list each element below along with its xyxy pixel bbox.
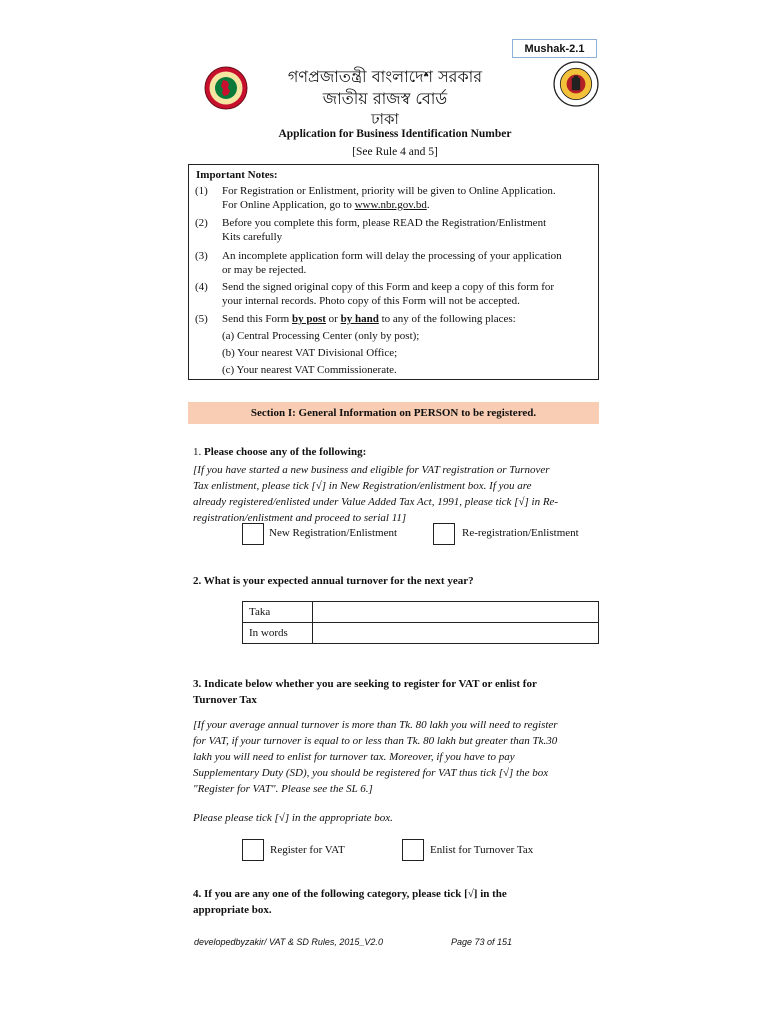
register-vat-label: Register for VAT xyxy=(270,844,345,856)
note-number: (2) xyxy=(195,217,208,229)
note-text: Before you complete this form, please READ the Registration/Enlistment xyxy=(222,217,547,229)
section-1-header: Section I: General Information on PERSON to be registered. xyxy=(188,402,599,424)
by-hand-text: by hand xyxy=(340,313,379,325)
question-text: Please choose any of the following: xyxy=(204,446,367,458)
new-registration-checkbox[interactable] xyxy=(242,523,264,545)
question-text: Turnover Tax xyxy=(193,694,257,706)
taka-label: Taka xyxy=(243,602,313,623)
city-name: ঢাকা xyxy=(371,110,399,128)
form-code-box: Mushak-2.1 xyxy=(512,39,597,58)
question-2-label: 2. What is your expected annual turnover for the next year? xyxy=(193,575,474,587)
footer-developer: developedbyzakir/ VAT & SD Rules, 2015_V2.0 xyxy=(194,937,383,947)
form-title: Application for Business Identification Number xyxy=(278,128,512,140)
table-row xyxy=(243,623,599,644)
note-text: Send this Form xyxy=(222,313,292,325)
hint-line: for VAT, if your turnover is equal to or less than Tk. 80 lakh but greater than Tk.30 xyxy=(193,735,558,747)
table-row xyxy=(243,602,599,623)
note-text: or may be rejected. xyxy=(222,264,307,276)
note-text: . xyxy=(426,199,430,211)
question-text: appropriate box. xyxy=(193,904,272,916)
question-1-hint xyxy=(193,462,593,526)
hint-line: [If you have started a new business and eligible for VAT registration or Turnover xyxy=(193,464,550,476)
re-registration-label: Re-registration/Enlistment xyxy=(462,527,579,539)
notes-header: Important Notes: xyxy=(196,169,278,181)
note-text: or xyxy=(325,313,341,325)
question-3-label xyxy=(193,676,537,708)
register-vat-checkbox[interactable] xyxy=(242,839,264,861)
hint-line: "Register for VAT". Please see the SL 6.] xyxy=(193,783,373,795)
nbr-website-link[interactable]: www.nbr.gov.bd xyxy=(354,199,427,211)
hint-line: Tax enlistment, please tick [√] in New Registration/enlistment box. If you are xyxy=(193,480,532,492)
note-number: (1) xyxy=(195,185,208,197)
by-post-text: by post xyxy=(291,313,326,325)
board-name: জাতীয় রাজস্ব বোর্ড xyxy=(322,89,448,108)
note-number: (3) xyxy=(195,250,208,262)
enlist-turnover-label: Enlist for Turnover Tax xyxy=(430,844,534,856)
enlist-turnover-checkbox[interactable] xyxy=(402,839,424,861)
question-3-hint xyxy=(193,717,593,797)
rule-reference: [See Rule 4 and 5] xyxy=(352,146,438,158)
note-text: An incomplete application form will delay the processing of your application xyxy=(222,250,562,262)
question-text: 3. Indicate below whether you are seeking to register for VAT or enlist for xyxy=(193,678,537,690)
question-4-label xyxy=(193,886,507,918)
footer-page-number: Page 73 of 151 xyxy=(451,937,513,947)
note-text: Kits carefully xyxy=(222,231,283,243)
place-a: (a) Central Processing Center (only by post); xyxy=(222,330,420,342)
taka-input[interactable] xyxy=(313,602,599,623)
place-b: (b) Your nearest VAT Divisional Office; xyxy=(222,347,398,359)
hint-line: already registered/enlisted under Value Added Tax Act, 1991, please tick [√] in Re- xyxy=(193,496,559,508)
question-1-label xyxy=(193,446,366,458)
government-name: গণপ্রজাতন্ত্রী বাংলাদেশ সরকার xyxy=(287,67,483,86)
in-words-label: In words xyxy=(243,623,313,644)
question-number: 1. xyxy=(193,446,204,458)
re-registration-checkbox[interactable] xyxy=(433,523,455,545)
note-text: your internal records. Photo copy of this Form will not be accepted. xyxy=(222,295,520,307)
note-text: For Registration or Enlistment, priority will be given to Online Application. xyxy=(222,185,556,197)
note-text: For Online Application, go to xyxy=(222,199,355,211)
hint-line: Supplementary Duty (SD), you should be registered for VAT thus tick [√] the box xyxy=(193,767,549,779)
note-text: to any of the following places: xyxy=(378,313,516,325)
note-number: (5) xyxy=(195,313,208,325)
turnover-table xyxy=(242,601,599,644)
hint-line: [If your average annual turnover is more than Tk. 80 lakh you will need to register xyxy=(193,719,558,731)
new-registration-label: New Registration/Enlistment xyxy=(269,527,398,539)
hint-line: registration/enlistment and proceed to serial 11] xyxy=(193,512,407,524)
important-notes-box xyxy=(188,164,599,380)
place-c: (c) Your nearest VAT Commissionerate. xyxy=(222,364,397,376)
question-text: 4. If you are any one of the following category, please tick [√] in the xyxy=(193,888,507,900)
in-words-input[interactable] xyxy=(313,623,599,644)
note-text: Send the signed original copy of this Form and keep a copy of this form for xyxy=(222,281,555,293)
note-number: (4) xyxy=(195,281,208,293)
hint-line: lakh you will need to enlist for turnover tax. Moreover, if you have to pay xyxy=(193,751,515,763)
tick-instruction: Please please tick [√] in the appropriate box. xyxy=(193,812,393,824)
